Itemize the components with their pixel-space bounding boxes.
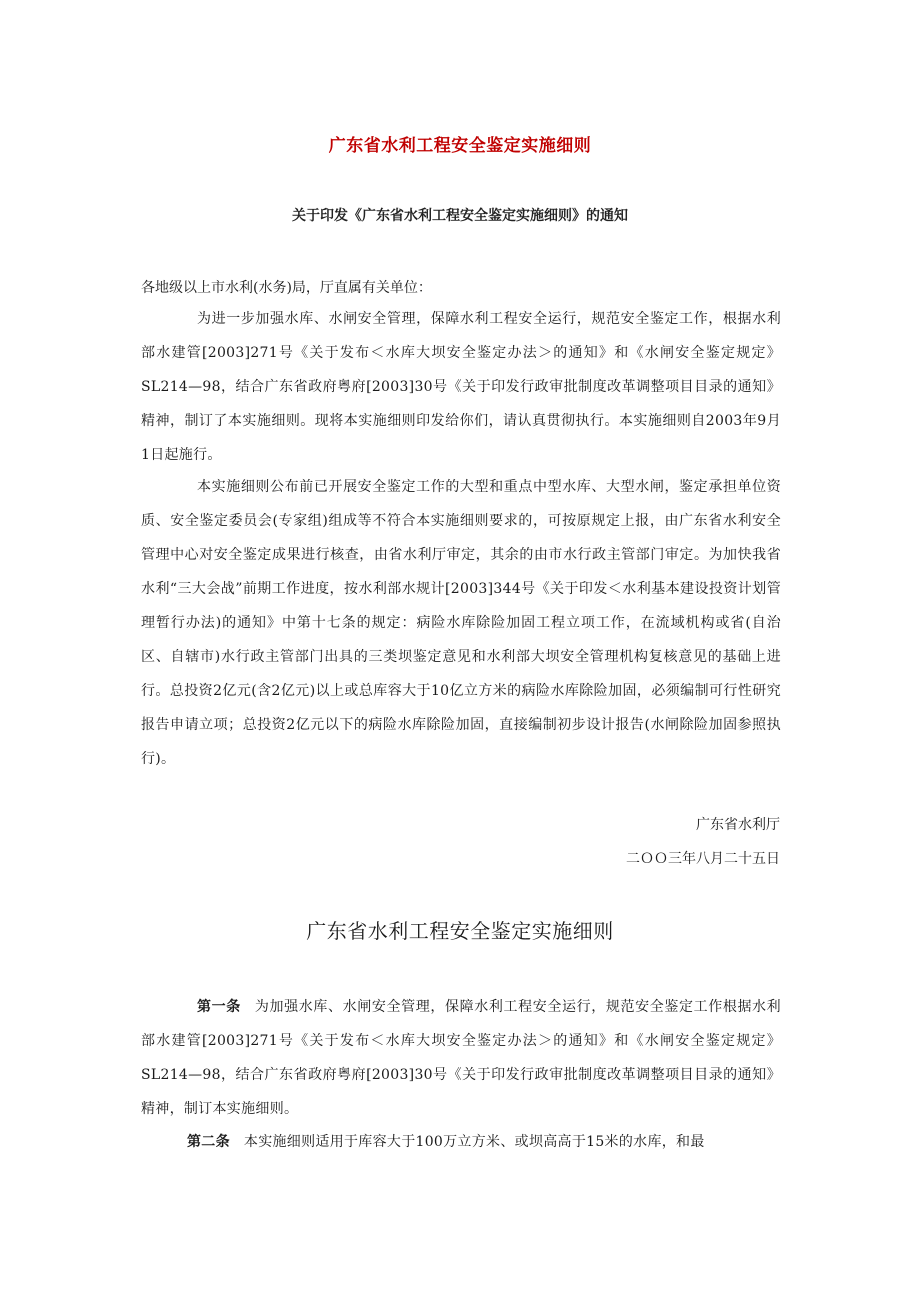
article-2-label: 第二条 (187, 1134, 230, 1150)
signature-org: 广东省水利厅 (696, 817, 780, 833)
notice-paragraph-2: 本实施细则公布前已开展安全鉴定工作的大型和重点中型水库、大型水闸，鉴定承担单位资质、安全鉴定委员会(专家组)组成等不符合本实施细则要求的，可按原规定上报，由广东省水利安全管理中心对安全鉴定成果进行核查，由省水利厅审定，其余的由市水行政主管部门审定。为加快我省水利“三大会战”前期工作进度，按水利部水规计[2003]344号《关于印发＜水利基本建设投资计划管理暂行办法)的通知》中第十七条的规定：病险水库除险加固工程立项工作，在流域机构或省(自治区、自辖市)水行政主管部门出具的三类坝鉴定意见和水利部大坝安全管理机构复核意见的基础上进行。总投资2亿元(含2亿元)以上或总库容大于10亿立方米的病险水库除险加固，必须编制可行性研究报告申请立项；总投资2亿元以下的病险水库除险加固，直接编制初步设计报告(水闸除险加固参照执行)。 (141, 479, 781, 767)
signature-date: 二ＯＯ三年八月二十五日 (626, 851, 780, 867)
salutation: 各地级以上市水利(水务)局，厅直属有关单位： (141, 280, 432, 296)
article-1 (141, 990, 781, 1126)
body-title: 广东省水利工程安全鉴定实施细则 (306, 919, 614, 943)
header-title: 广东省水利工程安全鉴定实施细则 (328, 136, 592, 156)
article-1-label: 第一条 (197, 999, 241, 1015)
article-2 (141, 1125, 781, 1159)
article-2-text: 本实施细则适用于库容大于100万立方米、或坝高高于15米的水库，和最 (243, 1134, 705, 1150)
article-1-text: 为加强水库、水闸安全管理，保障水利工程安全运行，规范安全鉴定工作根据水利部水建管[2003]271号《关于发布＜水库大坝安全鉴定办法＞的通知》和《水闸安全鉴定规定》SL214—98，结合广东省政府粤府[2003]30号《关于印发行政审批制度改革调整项目目录的通知》精神，制订本实施细则。 (141, 999, 781, 1117)
notice-paragraph-1: 为进一步加强水库、水闸安全管理，保障水利工程安全运行，规范安全鉴定工作，根据水利部水建管[2003]271号《关于发布＜水库大坝安全鉴定办法＞的通知》和《水闸安全鉴定规定》SL214—98，结合广东省政府粤府[2003]30号《关于印发行政审批制度改革调整项目目录的通知》精神，制订了本实施细则。现将本实施细则印发给你们，请认真贯彻执行。本实施细则自2003年9月1日起施行。 (141, 311, 781, 463)
notice-title: 关于印发《广东省水利工程安全鉴定实施细则》的通知 (292, 208, 628, 224)
